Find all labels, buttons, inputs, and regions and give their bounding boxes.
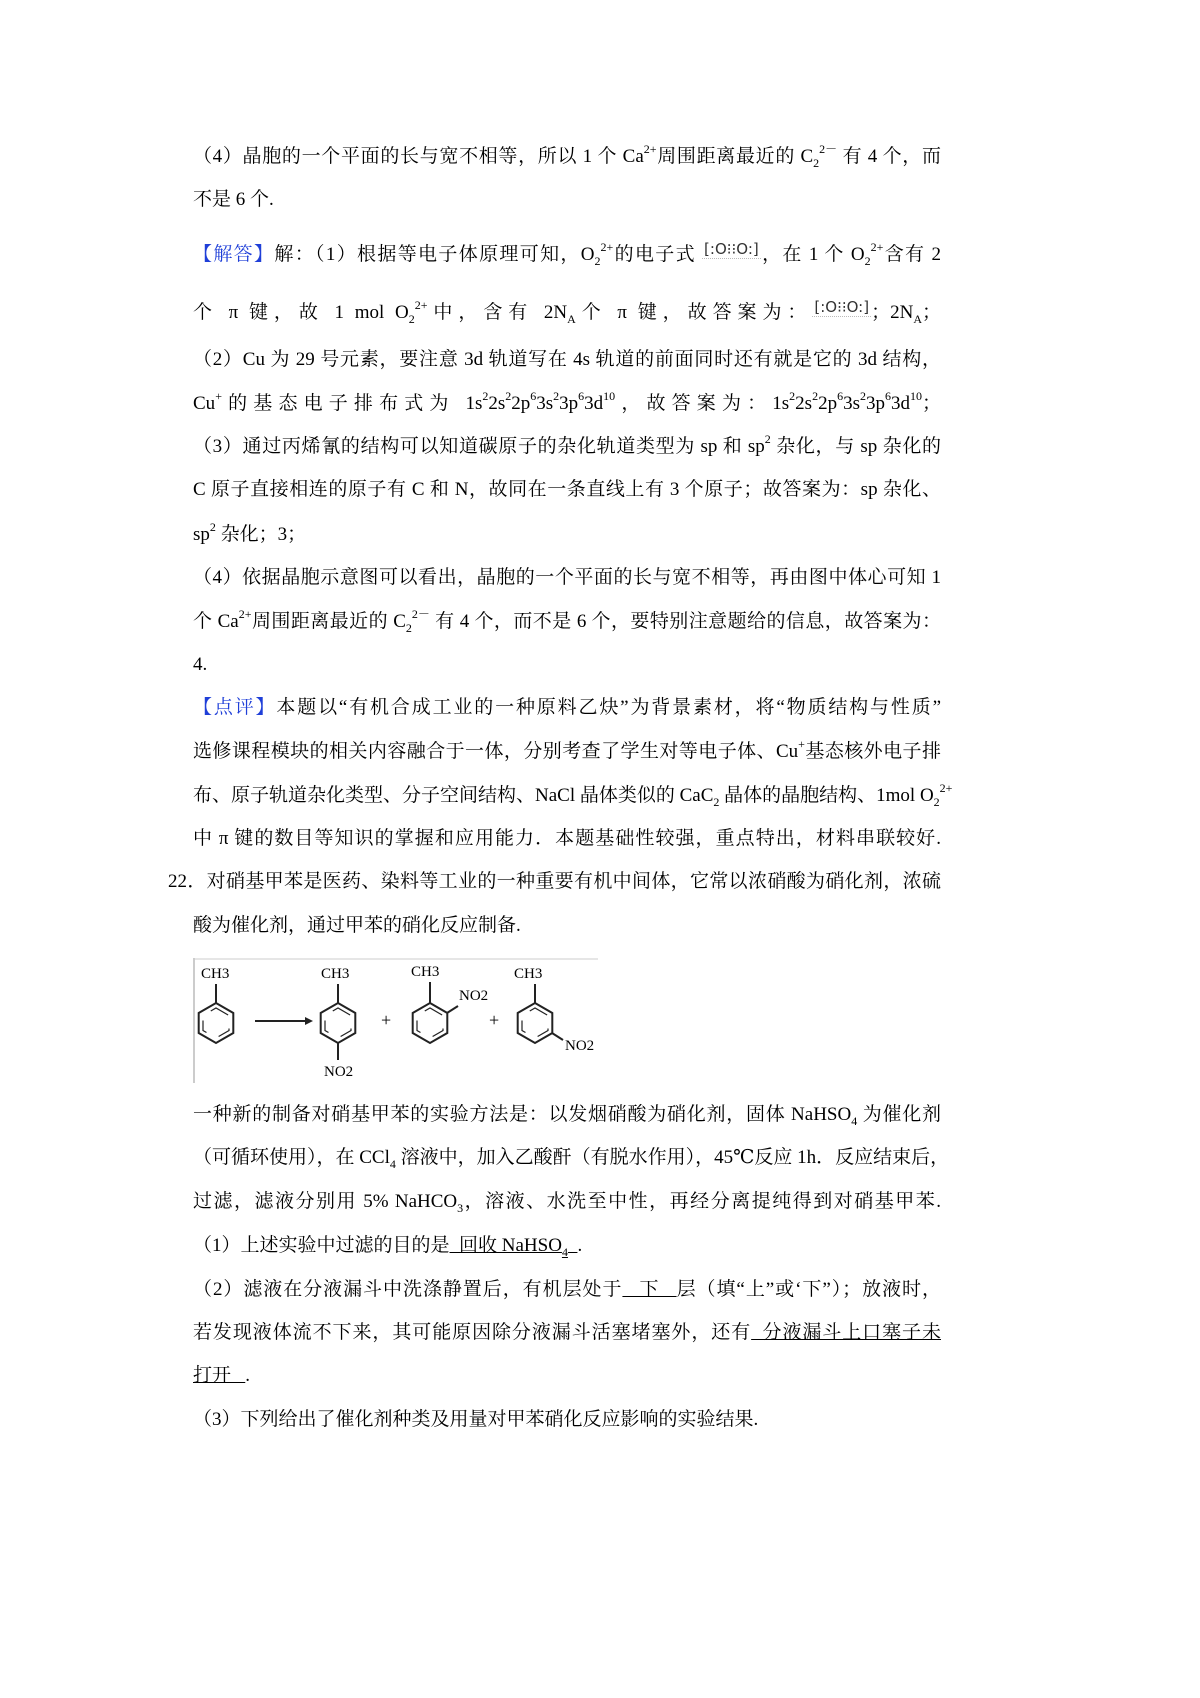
text-run: 杂化；3； bbox=[215, 524, 307, 545]
answer-blank bbox=[568, 1235, 578, 1256]
text-run: 溶液中，加入乙酸酐（有脱水作用），45℃反应 1h．反应结束后， bbox=[395, 1147, 950, 1168]
text-line bbox=[193, 1189, 941, 1215]
electron-formula-image: [:O⁝⁝O:] bbox=[704, 240, 759, 258]
text-run: 3p bbox=[865, 393, 885, 414]
text-line bbox=[193, 781, 953, 809]
text-run: ，故答案为：1s bbox=[615, 393, 790, 414]
subscript: A bbox=[913, 312, 922, 326]
text-run: （2）滤液在分液漏斗中洗涤静置后，有机层处于 bbox=[193, 1279, 623, 1300]
superscript: 2 bbox=[789, 389, 796, 403]
answer-blank: 下 bbox=[622, 1279, 677, 1300]
text-line bbox=[193, 826, 941, 852]
text-line bbox=[193, 144, 941, 170]
text-line bbox=[193, 1320, 941, 1346]
double-bond bbox=[522, 1008, 548, 1038]
superscript: 2+ bbox=[870, 240, 884, 254]
text-line bbox=[193, 477, 941, 503]
text-run: . bbox=[245, 1365, 251, 1386]
text-line bbox=[193, 1363, 941, 1389]
text-line bbox=[193, 298, 941, 324]
superscript: 2 bbox=[505, 389, 512, 403]
text-run: 个 π 键，故 1 mol O bbox=[193, 302, 409, 323]
text-run: ；2N bbox=[871, 302, 914, 323]
subscript: 3 bbox=[457, 1201, 464, 1215]
text-run: 3d bbox=[584, 393, 604, 414]
text-run: 含有 2 bbox=[883, 244, 941, 265]
text-run: ； bbox=[922, 302, 942, 323]
plus-sign: + bbox=[489, 1010, 500, 1030]
answer-blank: 打开 bbox=[193, 1365, 246, 1386]
superscript: 6 bbox=[578, 389, 585, 403]
double-bond bbox=[417, 1008, 443, 1038]
text-run: 选修课程模块的相关内容融合于一体，分别考查了学生对等电子体、Cu bbox=[193, 741, 799, 762]
reaction-arrow-head bbox=[305, 1017, 313, 1025]
text-run: 有 4 个，而 bbox=[837, 146, 941, 167]
superscript: 10 bbox=[909, 389, 922, 403]
superscript: 2 bbox=[859, 389, 866, 403]
answer-blank: 分液漏斗上口塞子未 bbox=[751, 1322, 941, 1343]
superscript: 6 bbox=[530, 389, 537, 403]
text-line bbox=[193, 187, 941, 213]
section-label: 【解答】 bbox=[193, 244, 275, 265]
text-line bbox=[193, 434, 941, 460]
text-run: 周围距离最近的 C bbox=[656, 146, 814, 167]
text-run: . bbox=[577, 1235, 583, 1256]
text-run: 一种新的制备对硝基甲苯的实验方法是：以发烟硝酸为硝化剂，固体 NaHSO bbox=[193, 1104, 852, 1125]
text-run: 3s bbox=[843, 393, 860, 414]
text-run: 酸为催化剂，通过甲苯的硝化反应制备. bbox=[193, 915, 521, 936]
bond bbox=[447, 1006, 458, 1013]
text-run: 解：（1）根据等电子体原理可知，O bbox=[274, 244, 595, 265]
superscript: 2 bbox=[812, 389, 819, 403]
benzene-ring bbox=[413, 1003, 448, 1043]
text-line bbox=[193, 1145, 950, 1171]
benzene-ring bbox=[518, 1003, 553, 1043]
superscript: 6 bbox=[837, 389, 844, 403]
text-run: ，在 1 个 O bbox=[760, 244, 865, 265]
text-run: 4. bbox=[193, 654, 208, 675]
text-run: （2）Cu 为 29 号元素，要注意 3d 轨道写在 4s 轨道的前面同时还有就是它的 3d 结构， bbox=[193, 349, 941, 370]
benzene-ring bbox=[321, 1003, 356, 1043]
bond bbox=[552, 1033, 563, 1040]
electron-formula-image: [:O⁝⁝O:] bbox=[814, 298, 870, 316]
text-run: 中，含有 2N bbox=[427, 302, 568, 323]
ch3-label: CH3 bbox=[411, 964, 440, 980]
text-run: ，溶液、水洗至中性，再经分离提纯得到对硝基甲苯. bbox=[463, 1191, 941, 1212]
text-line bbox=[193, 609, 941, 635]
toluene-nitration-scheme bbox=[193, 958, 603, 1083]
text-run: 的电子式 bbox=[613, 244, 703, 265]
subscript: 2 bbox=[933, 795, 940, 809]
text-run: 2p bbox=[818, 393, 838, 414]
subscript: 2 bbox=[864, 254, 871, 268]
text-run: 基态核外电子排 bbox=[804, 741, 941, 762]
ch3-label: CH3 bbox=[201, 966, 230, 982]
text-run: 层（填“上”或‘下”）；放液时， bbox=[676, 1279, 941, 1300]
superscript: 10 bbox=[603, 389, 616, 403]
text-run: 晶体的晶胞结构、1mol O bbox=[719, 785, 934, 806]
text-run: 3s bbox=[536, 393, 554, 414]
answer-blank: 回收 NaHSO bbox=[449, 1235, 562, 1256]
text-run: （1）上述实验中过滤的目的是 bbox=[193, 1235, 450, 1256]
subscript: 2 bbox=[594, 254, 601, 268]
text-run: 周围距离最近的 C bbox=[251, 611, 406, 632]
answer-blank-subscript: 4 bbox=[561, 1245, 568, 1259]
text-run: 过滤，滤液分别用 5% NaHCO bbox=[193, 1191, 458, 1212]
text-run: 有 4 个，而不是 6 个，要特别注意题给的信息，故答案为： bbox=[429, 611, 941, 632]
superscript: 2 bbox=[482, 389, 489, 403]
superscript: 2+ bbox=[643, 142, 657, 156]
text-run: 本题以“有机合成工业的一种原料乙炔”为背景素材，将“物质结构与性质” bbox=[276, 697, 941, 718]
text-run: C 原子直接相连的原子有 C 和 N，故同在一条直线上有 3 个原子；故答案为：sp 杂化、 bbox=[193, 479, 941, 500]
text-run: 布、原子轨道杂化类型、分子空间结构、NaCl 晶体类似的 CaC bbox=[193, 785, 714, 806]
subscript: 2 bbox=[408, 312, 415, 326]
superscript: 2+ bbox=[600, 240, 614, 254]
text-run: 个 π 键，故答案为： bbox=[575, 302, 813, 323]
text-line bbox=[193, 240, 941, 266]
text-line bbox=[193, 739, 941, 765]
benzene-ring bbox=[199, 1003, 234, 1043]
text-run: 杂化，与 sp 杂化的 bbox=[770, 436, 941, 457]
text-run: 的基态电子排布式为 1s bbox=[221, 393, 483, 414]
text-run: （3）下列给出了催化剂种类及用量对甲苯硝化反应影响的实验结果. bbox=[193, 1409, 759, 1430]
text-line bbox=[193, 1407, 941, 1433]
text-line bbox=[168, 869, 941, 895]
text-run: 2s bbox=[795, 393, 813, 414]
text-run: 2p bbox=[511, 393, 531, 414]
text-line bbox=[193, 1277, 941, 1303]
superscript: 2+ bbox=[939, 781, 953, 795]
text-line bbox=[193, 913, 941, 939]
text-line bbox=[193, 522, 941, 548]
subscript: 2 bbox=[405, 621, 412, 635]
subscript: 4 bbox=[851, 1114, 858, 1128]
subscript: 4 bbox=[389, 1157, 396, 1171]
text-line bbox=[193, 652, 941, 678]
double-bond bbox=[203, 1008, 229, 1038]
superscript: 2－ bbox=[411, 607, 430, 621]
superscript: 2 bbox=[209, 520, 216, 534]
text-line bbox=[193, 347, 941, 373]
double-bond bbox=[325, 1008, 351, 1038]
text-line bbox=[193, 565, 941, 591]
text-run: 个 Ca bbox=[193, 611, 239, 632]
superscript: 2 bbox=[764, 432, 771, 446]
text-run: 若发现液体流不下来，其可能原因除分液漏斗活塞堵塞外，还有 bbox=[193, 1322, 752, 1343]
superscript: 2－ bbox=[819, 142, 838, 156]
superscript: 2+ bbox=[414, 298, 428, 312]
ch3-label: CH3 bbox=[514, 966, 543, 982]
ch3-label: CH3 bbox=[321, 966, 350, 982]
text-line bbox=[193, 1102, 941, 1128]
text-run: （可循环使用），在 CCl bbox=[193, 1147, 390, 1168]
text-run: 3p bbox=[559, 393, 579, 414]
text-line bbox=[193, 695, 941, 721]
superscript: + bbox=[215, 389, 222, 403]
subscript: 2 bbox=[813, 156, 820, 170]
no2-label: NO2 bbox=[324, 1064, 354, 1080]
superscript: 6 bbox=[884, 389, 891, 403]
text-run: 中 π 键的数目等知识的掌握和应用能力．本题基础性较强，重点特出，材料串联较好. bbox=[193, 828, 941, 849]
text-line bbox=[193, 1233, 941, 1259]
section-label: 【点评】 bbox=[193, 697, 277, 718]
superscript: 2 bbox=[553, 389, 560, 403]
no2-label: NO2 bbox=[565, 1038, 595, 1054]
text-run: 22．对硝基甲苯是医药、染料等工业的一种重要有机中间体，它常以浓硝酸为硝化剂，浓硫 bbox=[168, 871, 941, 892]
plus-sign: + bbox=[381, 1010, 392, 1030]
text-run: Cu bbox=[193, 393, 216, 414]
text-line bbox=[193, 391, 941, 417]
subscript: 2 bbox=[713, 795, 720, 809]
subscript: A bbox=[567, 312, 576, 326]
text-run: （4）晶胞的一个平面的长与宽不相等，所以 1 个 Ca bbox=[193, 146, 644, 167]
text-run: 为催化剂 bbox=[857, 1104, 941, 1125]
no2-label: NO2 bbox=[459, 988, 489, 1004]
superscript: 2+ bbox=[238, 607, 252, 621]
text-run: sp bbox=[193, 524, 210, 545]
text-run: 2s bbox=[488, 393, 506, 414]
text-run: 不是 6 个. bbox=[193, 189, 274, 210]
text-run: 3d bbox=[890, 393, 910, 414]
text-run: （4）依据晶胞示意图可以看出，晶胞的一个平面的长与宽不相等，再由图中体心可知 1 bbox=[193, 567, 941, 588]
superscript: + bbox=[798, 737, 805, 751]
text-run: ； bbox=[921, 393, 941, 414]
text-run: （3）通过丙烯氰的结构可以知道碳原子的杂化轨道类型为 sp 和 sp bbox=[193, 436, 765, 457]
